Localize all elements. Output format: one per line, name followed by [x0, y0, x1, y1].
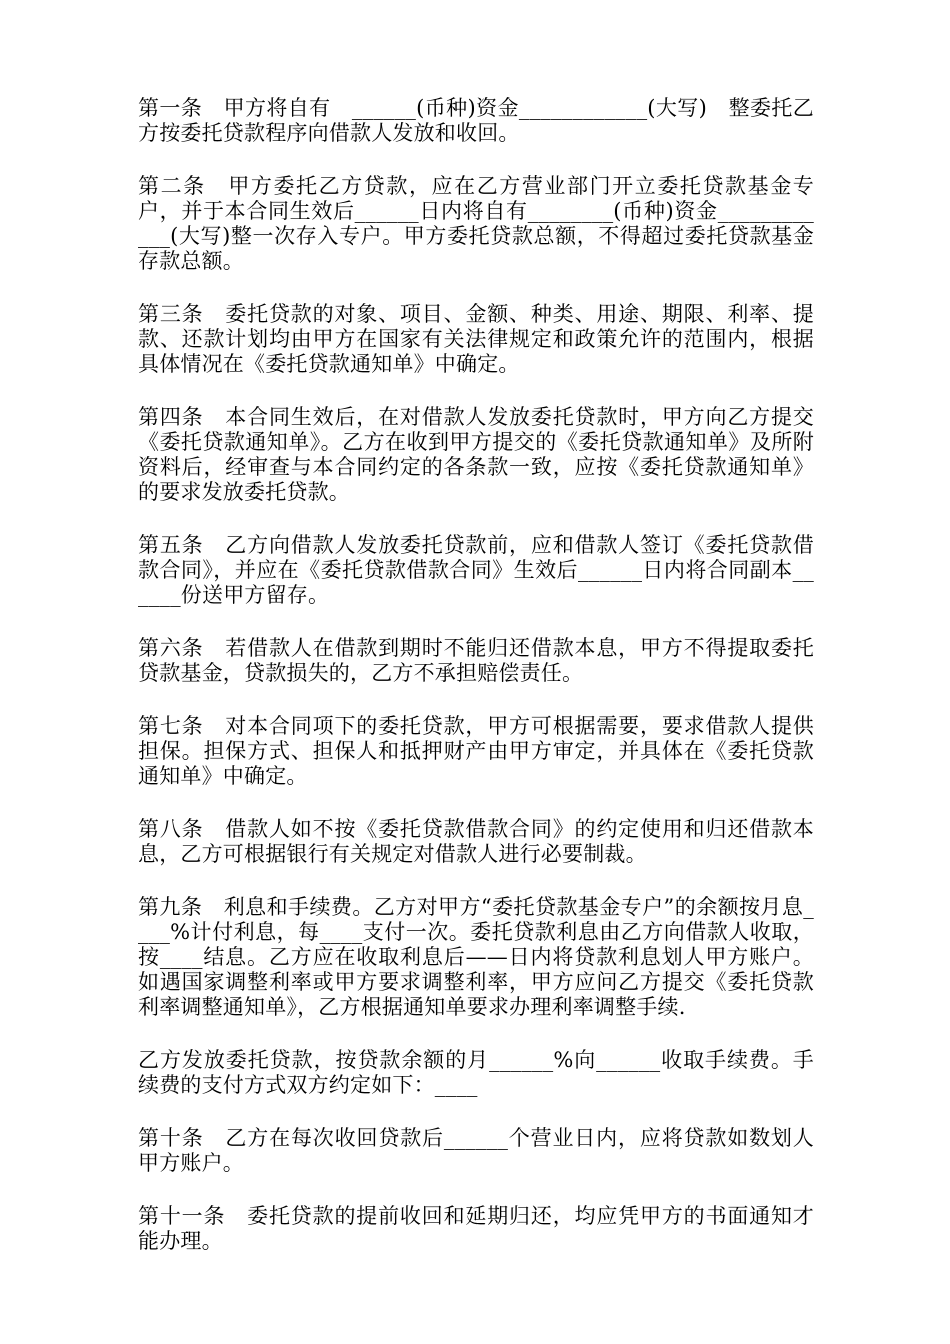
clause-9: 第九条 利息和手续费。乙方对甲方“委托贷款基金专户”的余额按月息____%计付利息，每____支付一次。委托贷款利息由乙方向借款人收取，按____结息。乙方应在收取利息后——日内将贷款利息划人甲方账户。如遇国家调整利率或甲方要求调整利率，甲方应问乙方提交《委托贷款利率调整通知单》，乙方根据通知单要求办理利率调整手续. [138, 895, 814, 1019]
clause-4: 第四条 本合同生效后，在对借款人发放委托贷款时，甲方向乙方提交《委托贷款通知单》。乙方在收到甲方提交的《委托贷款通知单》及所附资料后，经审查与本合同约定的各条款一致，应按《委托贷款通知单》的要求发放委托贷款。 [138, 405, 814, 504]
clause-1: 第一条 甲方将自有 ______(币种)资金____________(大写) 整委托乙方按委托贷款程序向借款人发放和收回。 [138, 96, 814, 145]
clause-9-fee: 乙方发放委托贷款，按贷款余额的月______%向______收取手续费。手续费的支付方式双方约定如下：____ [138, 1048, 814, 1097]
clause-11: 第十一条 委托贷款的提前收回和延期归还，均应凭甲方的书面通知才能办理。 [138, 1204, 814, 1253]
clause-5: 第五条 乙方向借款人发放委托贷款前，应和借款人签订《委托贷款借款合同》，并应在《委托贷款借款合同》生效后______日内将合同副本______份送甲方留存。 [138, 533, 814, 607]
clause-3: 第三条 委托贷款的对象、项目、金额、种类、用途、期限、利率、提款、还款计划均由甲方在国家有关法律规定和政策允许的范围内，根据具体情况在《委托贷款通知单》中确定。 [138, 302, 814, 376]
clause-8: 第八条 借款人如不按《委托贷款借款合同》的约定使用和归还借款本息，乙方可根据银行有关规定对借款人进行必要制裁。 [138, 817, 814, 866]
clause-2: 第二条 甲方委托乙方贷款，应在乙方营业部门开立委托贷款基金专户，并于本合同生效后______日内将自有________(币种)资金____________(大写)整一次存入专户。甲方委托贷款总额，不得超过委托贷款基金存款总额。 [138, 174, 814, 273]
clause-6: 第六条 若借款人在借款到期时不能归还借款本息，甲方不得提取委托贷款基金，贷款损失的，乙方不承担赔偿责任。 [138, 636, 814, 685]
contract-body [138, 96, 814, 1282]
clause-7: 第七条 对本合同项下的委托贷款，甲方可根据需要，要求借款人提供担保。担保方式、担保人和抵押财产由甲方审定，并具体在《委托贷款通知单》中确定。 [138, 714, 814, 788]
clause-10: 第十条 乙方在每次收回贷款后______个营业日内，应将贷款如数划人甲方账户。 [138, 1126, 814, 1175]
